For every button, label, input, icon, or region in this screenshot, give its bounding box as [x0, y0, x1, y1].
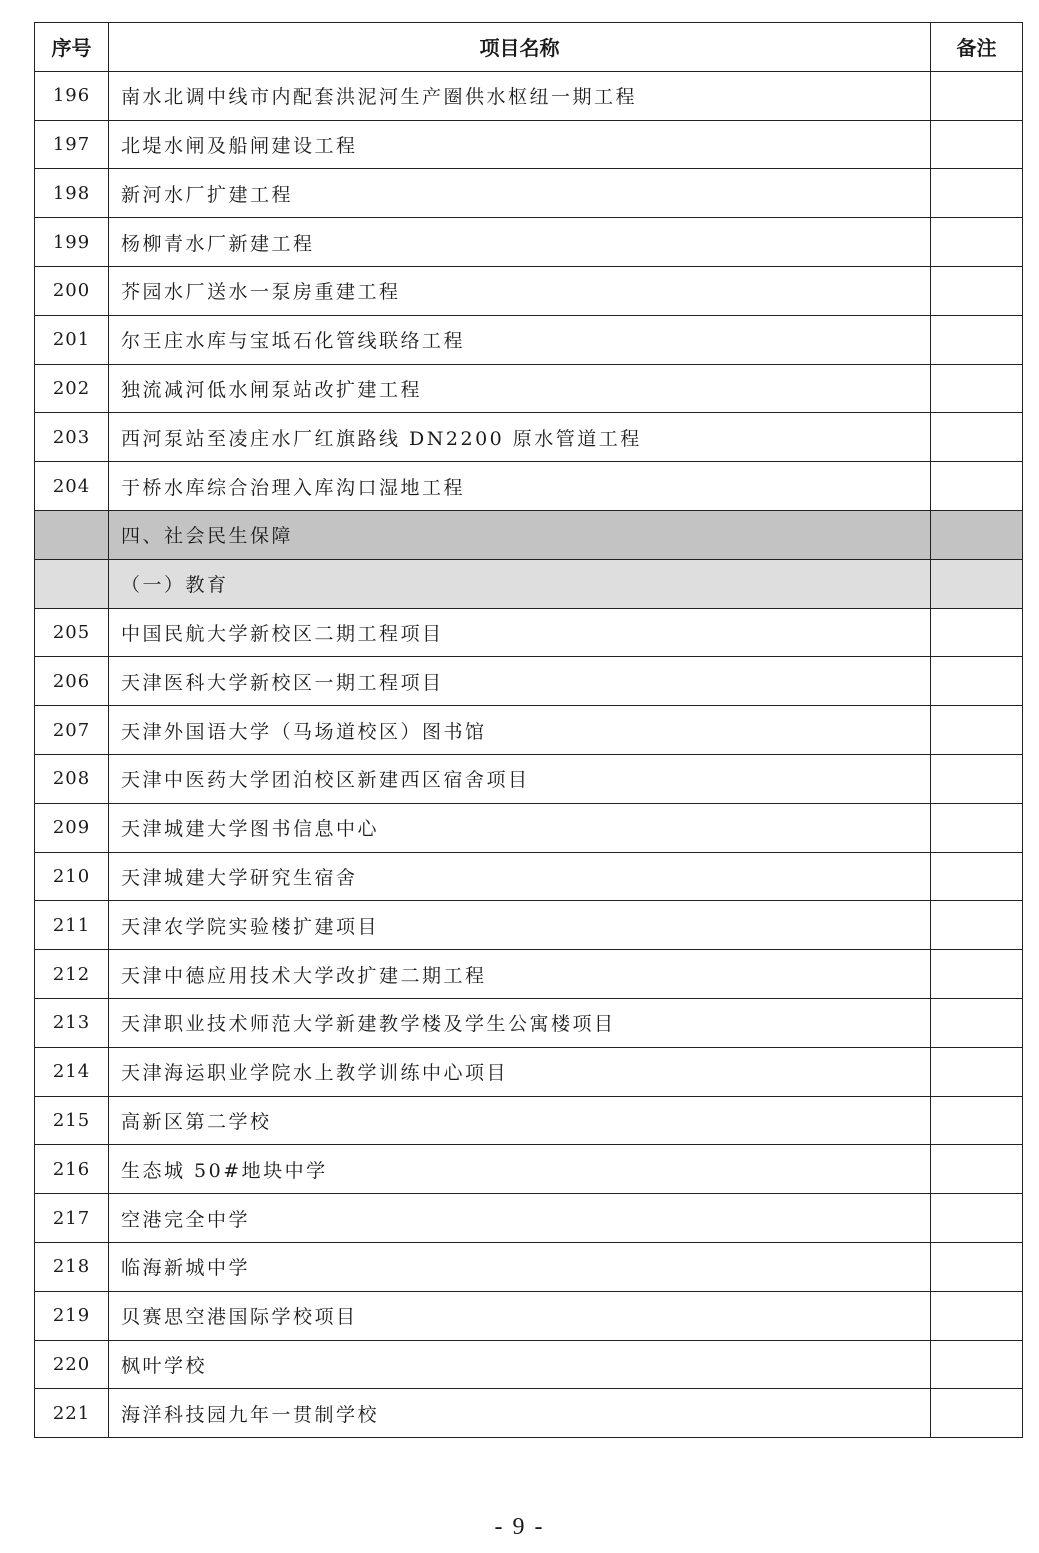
- project-name-cell: 高新区第二学校: [109, 1096, 931, 1145]
- project-name-cell: 天津城建大学图书信息中心: [109, 803, 931, 852]
- serial-number-cell: 208: [35, 754, 109, 803]
- serial-number-cell: 212: [35, 950, 109, 999]
- remarks-cell: [931, 120, 1023, 169]
- table-row: [35, 754, 1023, 803]
- remarks-cell: [931, 1096, 1023, 1145]
- serial-number-cell: 221: [35, 1389, 109, 1438]
- serial-number-cell: 196: [35, 71, 109, 120]
- remarks-cell: [931, 364, 1023, 413]
- serial-number-cell: 213: [35, 998, 109, 1047]
- table-row: [35, 950, 1023, 999]
- table-row: [35, 1291, 1023, 1340]
- serial-number-cell: 220: [35, 1340, 109, 1389]
- project-name-cell: 天津城建大学研究生宿舍: [109, 852, 931, 901]
- serial-number-cell: [35, 510, 109, 559]
- table-row: [35, 120, 1023, 169]
- project-name-cell: 天津医科大学新校区一期工程项目: [109, 657, 931, 706]
- project-name-cell: 生态城 50#地块中学: [109, 1145, 931, 1194]
- remarks-cell: [931, 1389, 1023, 1438]
- project-name-cell: 杨柳青水厂新建工程: [109, 218, 931, 267]
- remarks-cell: [931, 657, 1023, 706]
- remarks-cell: [931, 852, 1023, 901]
- project-name-cell: 西河泵站至凌庄水厂红旗路线 DN2200 原水管道工程: [109, 413, 931, 462]
- project-name-cell: 空港完全中学: [109, 1194, 931, 1243]
- remarks-cell: [931, 1145, 1023, 1194]
- table-row: [35, 657, 1023, 706]
- serial-number-cell: 197: [35, 120, 109, 169]
- table-row: [35, 364, 1023, 413]
- table-row: [35, 413, 1023, 462]
- table-row: [35, 852, 1023, 901]
- project-name-cell: 天津职业技术师范大学新建教学楼及学生公寓楼项目: [109, 998, 931, 1047]
- category-title-cell: 四、社会民生保障: [109, 510, 931, 559]
- remarks-cell: [931, 608, 1023, 657]
- project-name-cell: 尔王庄水库与宝坻石化管线联络工程: [109, 315, 931, 364]
- remarks-cell: [931, 901, 1023, 950]
- table-row: [35, 608, 1023, 657]
- project-name-cell: 芥园水厂送水一泵房重建工程: [109, 266, 931, 315]
- remarks-cell: [931, 1291, 1023, 1340]
- remarks-cell: [931, 998, 1023, 1047]
- table-row: [35, 998, 1023, 1047]
- project-name-cell: 南水北调中线市内配套洪泥河生产圈供水枢纽一期工程: [109, 71, 931, 120]
- serial-number-cell: 214: [35, 1047, 109, 1096]
- header-project-name: 项目名称: [109, 23, 931, 72]
- remarks-cell: [931, 510, 1023, 559]
- serial-number-cell: [35, 559, 109, 608]
- subsection-header-row: [35, 559, 1023, 608]
- project-name-cell: 天津农学院实验楼扩建项目: [109, 901, 931, 950]
- table-row: [35, 71, 1023, 120]
- project-name-cell: 于桥水库综合治理入库沟口湿地工程: [109, 462, 931, 511]
- serial-number-cell: 211: [35, 901, 109, 950]
- table-row: [35, 1096, 1023, 1145]
- serial-number-cell: 200: [35, 266, 109, 315]
- serial-number-cell: 205: [35, 608, 109, 657]
- serial-number-cell: 209: [35, 803, 109, 852]
- table-row: [35, 803, 1023, 852]
- section-header-row: [35, 510, 1023, 559]
- remarks-cell: [931, 1340, 1023, 1389]
- remarks-cell: [931, 1194, 1023, 1243]
- remarks-cell: [931, 169, 1023, 218]
- serial-number-cell: 217: [35, 1194, 109, 1243]
- serial-number-cell: 202: [35, 364, 109, 413]
- remarks-cell: [931, 71, 1023, 120]
- table-row: [35, 1145, 1023, 1194]
- serial-number-cell: 218: [35, 1242, 109, 1291]
- project-name-cell: 新河水厂扩建工程: [109, 169, 931, 218]
- remarks-cell: [931, 1047, 1023, 1096]
- project-name-cell: 海洋科技园九年一贯制学校: [109, 1389, 931, 1438]
- remarks-cell: [931, 462, 1023, 511]
- project-name-cell: 中国民航大学新校区二期工程项目: [109, 608, 931, 657]
- table-row: [35, 315, 1023, 364]
- table-row: [35, 1047, 1023, 1096]
- serial-number-cell: 198: [35, 169, 109, 218]
- project-name-cell: 临海新城中学: [109, 1242, 931, 1291]
- project-list-table: [34, 22, 1023, 1438]
- project-name-cell: 枫叶学校: [109, 1340, 931, 1389]
- serial-number-cell: 199: [35, 218, 109, 267]
- header-remarks: 备注: [931, 23, 1023, 72]
- serial-number-cell: 206: [35, 657, 109, 706]
- project-name-cell: 天津中医药大学团泊校区新建西区宿舍项目: [109, 754, 931, 803]
- project-name-cell: 天津中德应用技术大学改扩建二期工程: [109, 950, 931, 999]
- remarks-cell: [931, 1242, 1023, 1291]
- serial-number-cell: 216: [35, 1145, 109, 1194]
- remarks-cell: [931, 413, 1023, 462]
- serial-number-cell: 201: [35, 315, 109, 364]
- serial-number-cell: 215: [35, 1096, 109, 1145]
- table-row: [35, 462, 1023, 511]
- serial-number-cell: 203: [35, 413, 109, 462]
- remarks-cell: [931, 950, 1023, 999]
- serial-number-cell: 207: [35, 706, 109, 755]
- remarks-cell: [931, 559, 1023, 608]
- table-row: [35, 1194, 1023, 1243]
- table-row: [35, 266, 1023, 315]
- page-number: - 9 -: [494, 1514, 545, 1540]
- project-name-cell: 贝赛思空港国际学校项目: [109, 1291, 931, 1340]
- table-row: [35, 901, 1023, 950]
- serial-number-cell: 204: [35, 462, 109, 511]
- remarks-cell: [931, 803, 1023, 852]
- project-name-cell: 北堤水闸及船闸建设工程: [109, 120, 931, 169]
- serial-number-cell: 210: [35, 852, 109, 901]
- table-row: [35, 1389, 1023, 1438]
- remarks-cell: [931, 315, 1023, 364]
- table-row: [35, 706, 1023, 755]
- table-row: [35, 1340, 1023, 1389]
- project-name-cell: 独流减河低水闸泵站改扩建工程: [109, 364, 931, 413]
- table-row: [35, 169, 1023, 218]
- serial-number-cell: 219: [35, 1291, 109, 1340]
- remarks-cell: [931, 218, 1023, 267]
- remarks-cell: [931, 266, 1023, 315]
- remarks-cell: [931, 754, 1023, 803]
- project-name-cell: 天津海运职业学院水上教学训练中心项目: [109, 1047, 931, 1096]
- table-row: [35, 1242, 1023, 1291]
- table-row: [35, 218, 1023, 267]
- table-header-row: [35, 23, 1023, 72]
- remarks-cell: [931, 706, 1023, 755]
- table-body: [35, 71, 1023, 1437]
- category-title-cell: （一）教育: [109, 559, 931, 608]
- header-serial-number: 序号: [35, 23, 109, 72]
- project-name-cell: 天津外国语大学（马场道校区）图书馆: [109, 706, 931, 755]
